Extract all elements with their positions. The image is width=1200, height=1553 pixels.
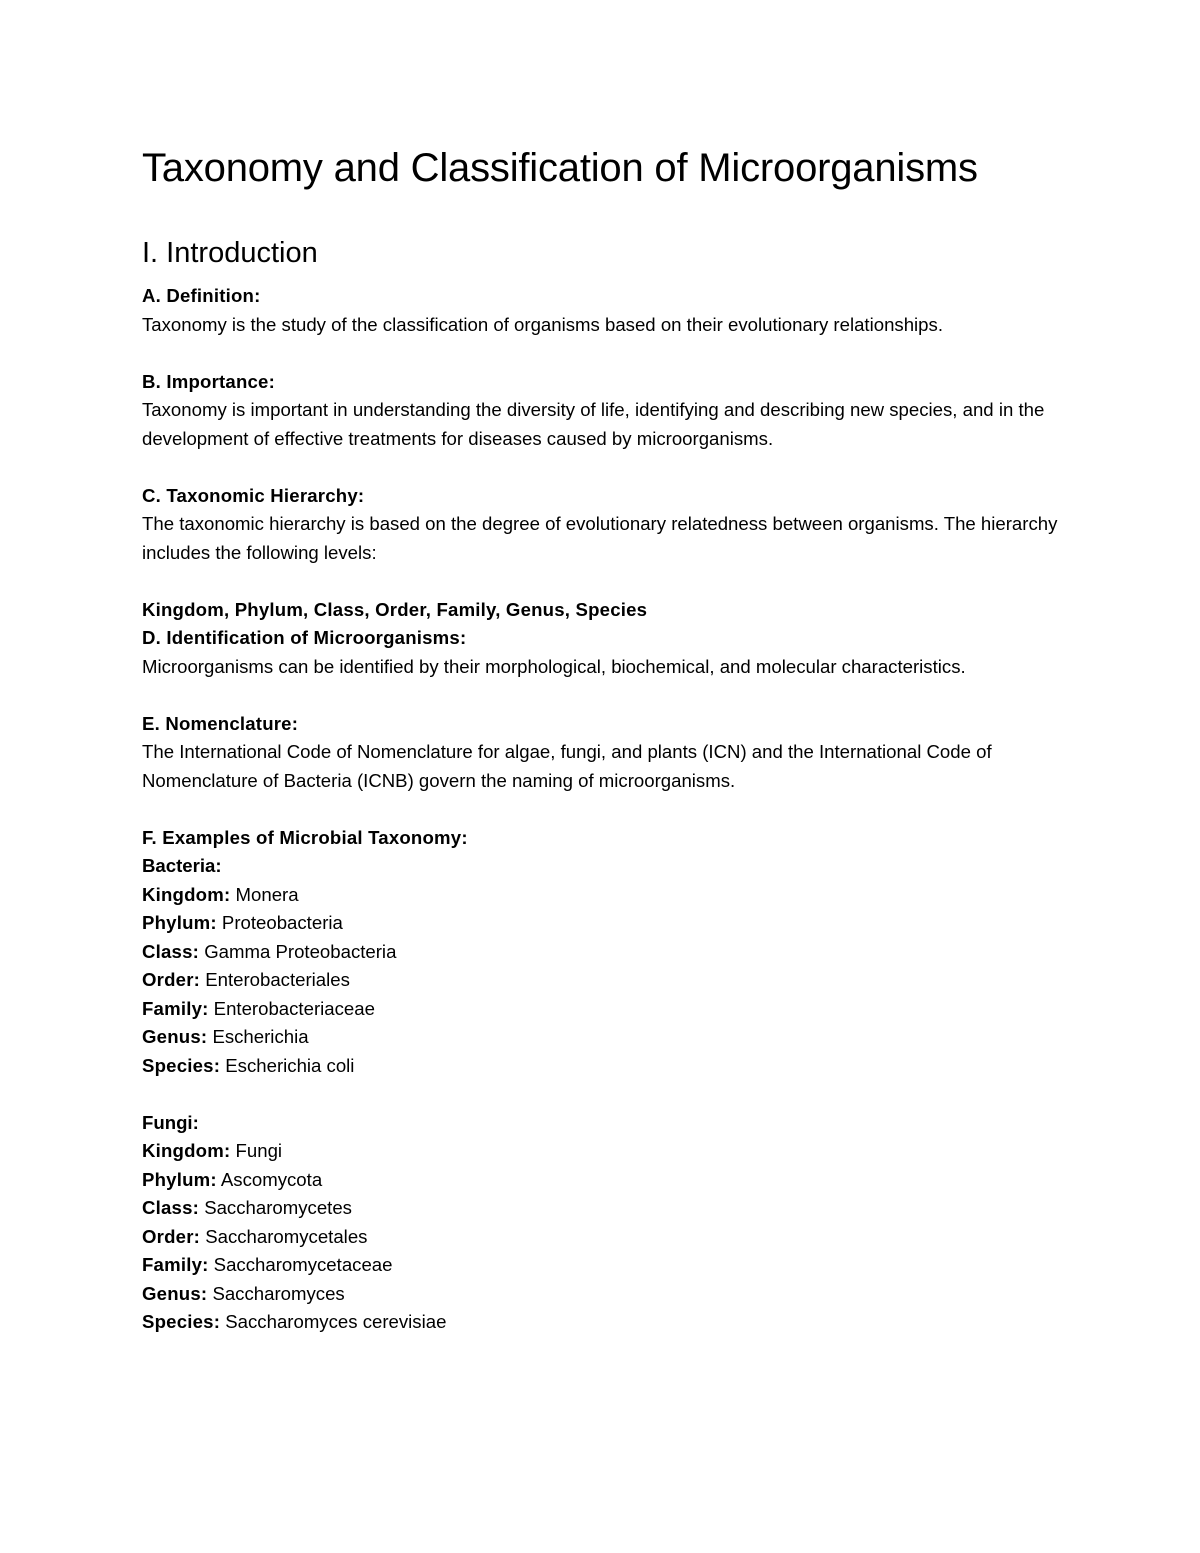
examples-heading: F. Examples of Microbial Taxonomy: bbox=[142, 826, 468, 848]
rank-value: Saccharomycetales bbox=[205, 1225, 368, 1247]
list-item bbox=[142, 938, 1077, 967]
rank-label: Species: bbox=[142, 1311, 221, 1332]
rank-label: Family: bbox=[142, 997, 209, 1019]
list-item bbox=[142, 1052, 1077, 1081]
rank-label: Phylum: bbox=[142, 1168, 217, 1190]
list-item bbox=[142, 1308, 1077, 1337]
rank-label: Genus: bbox=[142, 1026, 208, 1047]
rank-label: Family: bbox=[142, 1254, 209, 1275]
rank-value: Saccharomyces cerevisiae bbox=[225, 1311, 447, 1332]
spacer bbox=[142, 681, 1077, 710]
list-item bbox=[142, 1194, 1077, 1223]
fungi-label: Fungi: bbox=[142, 1111, 199, 1133]
nomenclature-heading: E. Nomenclature: bbox=[142, 712, 299, 734]
rank-value: Ascomycota bbox=[220, 1168, 323, 1190]
rank-value: Escherichia bbox=[212, 1026, 309, 1047]
rank-label: Order: bbox=[142, 1225, 201, 1247]
rank-label: Species: bbox=[142, 1054, 221, 1076]
rank-value: Monera bbox=[235, 883, 299, 905]
definition-text: Taxonomy is the study of the classification of organisms based on their evolutionary relationships. bbox=[142, 313, 943, 335]
rank-value: Proteobacteria bbox=[221, 912, 343, 933]
rank-value: Enterobacteriaceae bbox=[213, 997, 375, 1019]
definition-heading: A. Definition: bbox=[142, 285, 261, 306]
rank-label: Class: bbox=[142, 1197, 200, 1218]
list-item bbox=[142, 1166, 1077, 1195]
hierarchy-heading: C. Taxonomic Hierarchy: bbox=[142, 484, 365, 506]
rank-value: Saccharomycetes bbox=[204, 1197, 352, 1218]
document-content bbox=[142, 142, 1077, 1337]
spacer bbox=[142, 567, 1077, 596]
rank-label: Genus: bbox=[142, 1282, 208, 1304]
rank-value: Fungi bbox=[235, 1140, 283, 1161]
bacteria-taxonomy-list bbox=[142, 881, 1077, 1081]
spacer bbox=[142, 1080, 1077, 1109]
spacer bbox=[142, 271, 1077, 282]
importance-text: Taxonomy is important in understanding the diversity of life, identifying and describing new species, and in the development of effective treatments for diseases caused by microorganisms. bbox=[142, 399, 1045, 449]
rank-label: Order: bbox=[142, 969, 201, 990]
rank-label: Kingdom: bbox=[142, 1140, 231, 1161]
rank-value: Saccharomyces bbox=[212, 1282, 345, 1304]
list-item bbox=[142, 1137, 1077, 1166]
fungi-taxonomy-list bbox=[142, 1137, 1077, 1337]
list-item bbox=[142, 1251, 1077, 1280]
spacer bbox=[142, 339, 1077, 368]
document-title: Taxonomy and Classification of Microorganisms bbox=[142, 146, 978, 190]
bacteria-label: Bacteria: bbox=[142, 855, 222, 876]
hierarchy-text: The taxonomic hierarchy is based on the degree of evolutionary relatedness between organisms. The hierarchy includes the following levels: bbox=[142, 513, 1058, 563]
list-item bbox=[142, 909, 1077, 938]
rank-value: Saccharomycetaceae bbox=[213, 1254, 393, 1275]
list-item bbox=[142, 1223, 1077, 1252]
list-item bbox=[142, 881, 1077, 910]
rank-value: Enterobacteriales bbox=[205, 969, 350, 990]
list-item bbox=[142, 1023, 1077, 1052]
rank-label: Phylum: bbox=[142, 912, 217, 933]
hierarchy-levels: Kingdom, Phylum, Class, Order, Family, Genus, Species bbox=[142, 598, 648, 620]
list-item bbox=[142, 995, 1077, 1024]
list-item bbox=[142, 966, 1077, 995]
rank-value: Escherichia coli bbox=[225, 1054, 355, 1076]
spacer bbox=[142, 795, 1077, 824]
identification-heading: D. Identification of Microorganisms: bbox=[142, 627, 467, 648]
section-heading-introduction: I. Introduction bbox=[142, 237, 318, 269]
importance-heading: B. Importance: bbox=[142, 370, 275, 392]
list-item bbox=[142, 1280, 1077, 1309]
rank-value: Gamma Proteobacteria bbox=[204, 940, 397, 962]
nomenclature-text: The International Code of Nomenclature for algae, fungi, and plants (ICN) and the International Code of Nomenclature of Bacteria (ICNB) govern the naming of microorganisms. bbox=[142, 741, 992, 791]
rank-label: Class: bbox=[142, 940, 200, 962]
spacer bbox=[142, 453, 1077, 482]
rank-label: Kingdom: bbox=[142, 883, 231, 905]
identification-text: Microorganisms can be identified by their morphological, biochemical, and molecular characteristics. bbox=[142, 655, 966, 677]
